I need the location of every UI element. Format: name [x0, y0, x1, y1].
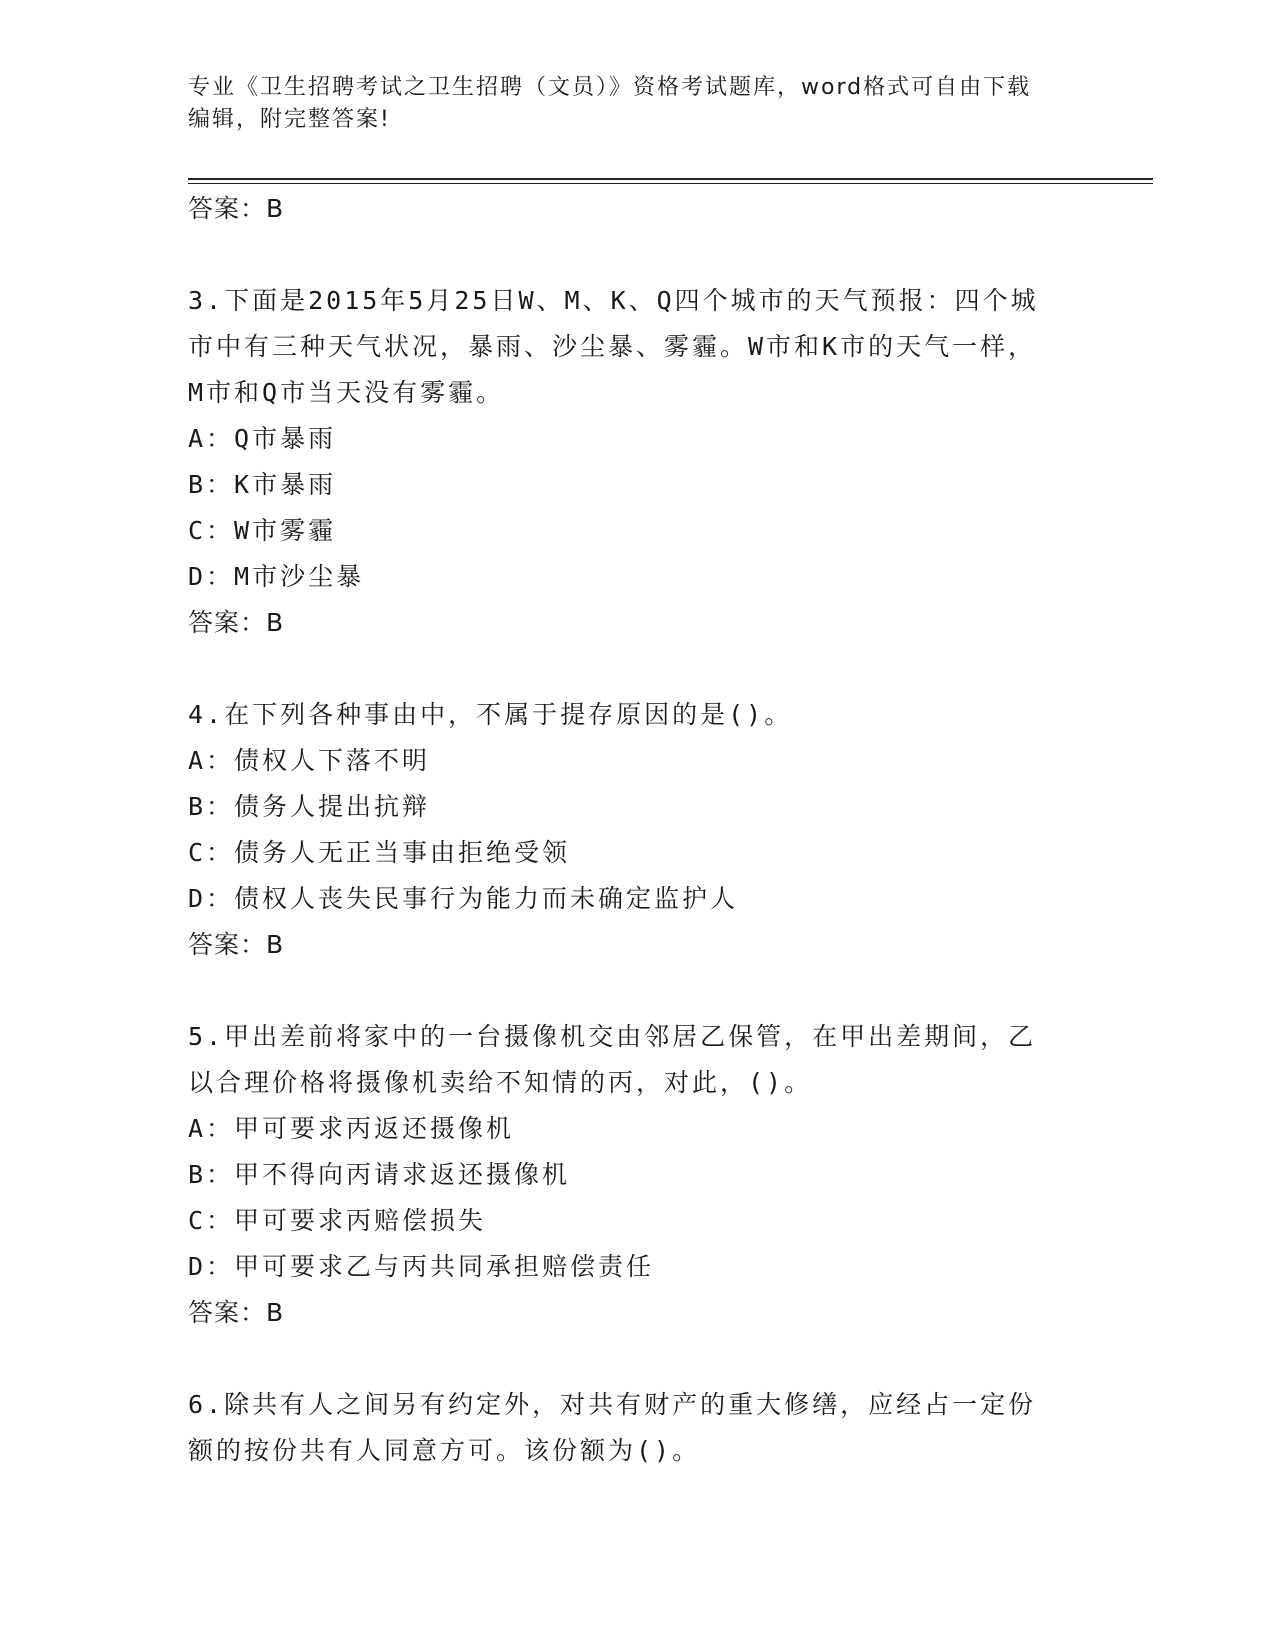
- question-stem-line: 市中有三种天气状况，暴雨、沙尘暴、雾霾。W市和K市的天气一样，: [188, 332, 1037, 361]
- header-line-1: 专业《卫生招聘考试之卫生招聘（文员）》资格考试题库，word格式可自由下载: [188, 75, 1032, 100]
- option-c: C：甲可要求丙赔偿损失: [188, 1206, 487, 1235]
- option-b: B：债务人提出抗辩: [188, 792, 431, 821]
- question-5: [188, 1014, 1088, 1290]
- option-d: D：M市沙尘暴: [188, 562, 365, 591]
- question-4: [188, 692, 1088, 922]
- answer-label: 答案：B: [188, 608, 285, 637]
- option-c: C：债务人无正当事由拒绝受领: [188, 838, 571, 867]
- question-list: [188, 186, 1088, 1474]
- option-d: D：债权人丧失民事行为能力而未确定监护人: [188, 884, 739, 913]
- question-stem-line: 以合理价格将摄像机卖给不知情的丙，对此，()。: [188, 1068, 813, 1097]
- option-b: B：K市暴雨: [188, 470, 337, 499]
- option-b: B：甲不得向丙请求返还摄像机: [188, 1160, 571, 1189]
- option-d: D：甲可要求乙与丙共同承担赔偿责任: [188, 1252, 655, 1281]
- question-stem-line: 额的按份共有人同意方可。该份额为()。: [188, 1436, 701, 1465]
- header-rule: [188, 178, 1153, 180]
- question-stem-line: 6.除共有人之间另有约定外，对共有财产的重大修缮，应经占一定份: [188, 1390, 1037, 1419]
- option-a: A：债权人下落不明: [188, 746, 431, 775]
- question-stem-line: 5.甲出差前将家中的一台摄像机交由邻居乙保管，在甲出差期间，乙: [188, 1022, 1037, 1051]
- option-c: C：W市雾霾: [188, 516, 337, 545]
- option-a: A：Q市暴雨: [188, 424, 337, 453]
- header-line-2: 编辑，附完整答案!: [188, 107, 391, 132]
- question-stem-line: M市和Q市当天没有雾霾。: [188, 378, 505, 407]
- option-a: A：甲可要求丙返还摄像机: [188, 1114, 515, 1143]
- answer-label: 答案：B: [188, 930, 285, 959]
- answer-label: 答案：B: [188, 1298, 285, 1327]
- question-3: [188, 278, 1088, 600]
- question-stem-line: 4.在下列各种事由中，不属于提存原因的是()。: [188, 700, 793, 729]
- spacer: [188, 968, 1088, 1014]
- question-stem-line: 3.下面是2015年5月25日W、M、K、Q四个城市的天气预报：四个城: [188, 286, 1039, 315]
- page-header: [188, 72, 1088, 136]
- spacer: [188, 646, 1088, 692]
- answer-label: 答案：B: [188, 194, 285, 223]
- header-rule-thin: [188, 183, 1153, 184]
- spacer: [188, 232, 1088, 278]
- spacer: [188, 1336, 1088, 1382]
- question-6: [188, 1382, 1088, 1474]
